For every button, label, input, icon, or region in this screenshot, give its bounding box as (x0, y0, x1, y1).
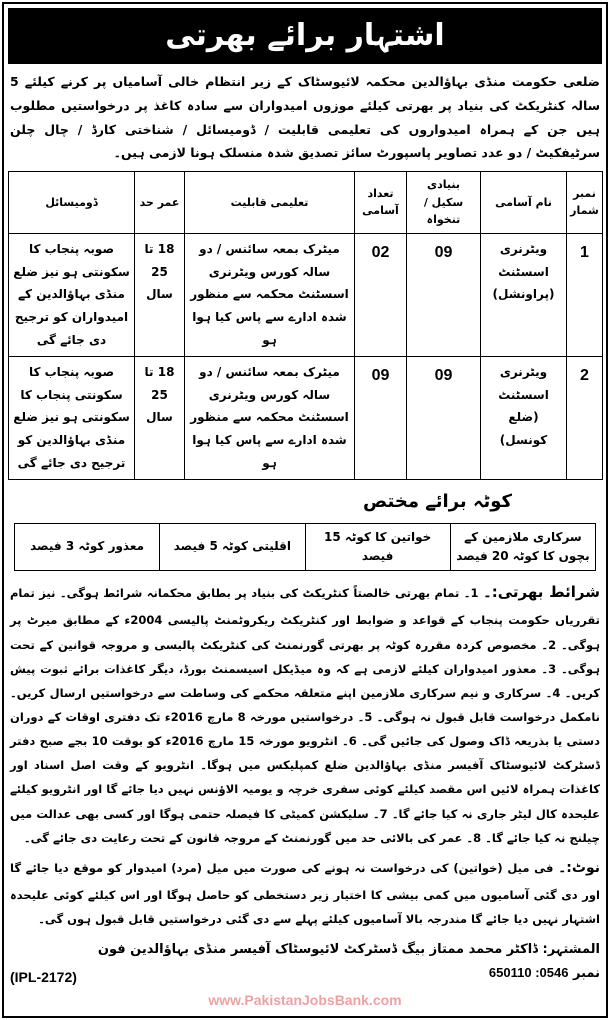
cell-count: 09 (355, 356, 407, 479)
quota-item: خواتین کا کوٹہ 15 فیصد (305, 523, 450, 570)
quota-item: معذور کوٹہ 3 فیصد (14, 523, 159, 570)
cell-scale: 09 (407, 356, 481, 479)
note-section (10, 854, 600, 932)
watermark: www.PakistanJobsBank.com (208, 992, 402, 1009)
cell-domicile: صوبہ پنجاب کا سکونتی پنجاب کا سکونتی ہو نیز ضلع منڈی بہاؤالدین کو ترجیح دی جائے گی (9, 356, 135, 479)
header-scale: بنیادی سکیل / تنخواہ (407, 172, 481, 234)
cell-age: 18 تا 25 سال (135, 233, 185, 356)
header-domicile: ڈومیسائل (9, 172, 135, 234)
cell-qualification: میٹرک بمعہ سائنس / دو سالہ کورس ویٹرنری اسسٹنٹ محکمہ سے منظور شدہ ادارے سے پاس کیا ہوا ہو (185, 356, 355, 479)
header-serial: نمبر شمار (567, 172, 603, 234)
table-row (9, 356, 603, 479)
cell-count: 02 (355, 233, 407, 356)
conditions-text: 1۔ تمام بھرتی خالصتاً کنٹریکٹ کی بنیاد پر بطابق محکمانہ شرائط ہوگی۔ نیز تمام تقرریاں حکومت پنجاب کے قواعد و ضوابط اور کنٹریکٹ ریکروٹمنٹ پالیسی 2004ء کے مطابق میرٹ پر ہوگی۔ 2۔ مخصوص کردہ مقررہ کوٹہ پر بھرتی گورنمنٹ کی کنٹریکٹ پالیسی و مروجہ قوانین کے تحت ہوگی۔ 3۔ معذور امیدواران کیلئے لازمی ہے کہ وہ میڈیکل اسیسمنٹ بورڈ، دیگر کاغذات برائے ثبوت پیش کریں۔ 4۔ سرکاری و نیم سرکاری ملازمین اپنے متعلقہ محکمے کی وساطت سے درخواستیں ارسال کریں۔ نامکمل درخواست قابل قبول نہ ہوگی۔ 5۔ درخواستیں مورخہ 8 مارچ 2016ء تک دفتری اوقات کے دوران دستی یا بذریعہ ڈاک وصول کی جائیں گی۔ 6۔ انٹرویو مورخہ 15 مارچ 2016ء کو بوقت 10 بجے صبح دفتر ڈسٹرکٹ لائیوسٹاک آفیسر منڈی بہاؤالدین ضلع کمپلیکس میں ہوگا۔ انٹرویو کے وقت اصل اسناد اور کاغذات ہمراہ لائیں اس مقصد کیلئے کوئی سفری خرچہ و یومیہ الاؤنس نہیں دیا جائے گا اور انٹرویو کیلئے علیحدہ کال لیٹر جاری نہ کیا جائے گا۔ 7۔ سلیکشن کمیٹی کا فیصلہ حتمی ہوگا اور کسی بھی عدالت میں چیلنج نہ کیا جائے گا۔ 8۔ عمر کی بالائی حد میں گورنمنٹ کے مروجہ قانون کے تحت رعایت دی جائے گی۔ (10, 585, 601, 845)
ipl-code: (IPL-2172) (10, 969, 77, 986)
cell-serial: 2 (567, 356, 603, 479)
advertiser-line (85, 938, 600, 986)
note-heading: نوٹ:۔ (558, 859, 600, 876)
quota-item: سرکاری ملازمین کے بچوں کا کوٹہ 20 فیصد (450, 523, 595, 570)
cell-post: ویٹرنری اسسٹنٹ (پراونشل) (481, 233, 567, 356)
ad-border (2, 2, 608, 1018)
intro-paragraph: ضلعی حکومت منڈی بہاؤالدین محکمہ لائیوسٹاک کے زیر انتظام خالی آسامیاں پر کرنے کیلئے 5 سالہ کنٹریکٹ کی بنیاد پر بھرتی کیلئے موزوں امیدواران سے سادہ کاغذ پر درخواستیں مطلوب ہیں جن کے ہمراہ امیدواروں کی تعلیمی قابلیت / ڈومیسائل / شناختی کارڈ / چال چلن سرٹیفکیٹ / دو عدد تصاویر پاسپورٹ سائز تصدیق شدہ منسلک ہونا لازمی ہیں۔ (10, 74, 600, 161)
conditions-heading: شرائط بھرتی:۔ (482, 582, 600, 601)
cell-post: ویٹرنری اسسٹنٹ (ضلع کونسل) (481, 356, 567, 479)
table-row (9, 233, 603, 356)
footer (10, 938, 600, 986)
cell-qualification: میٹرک بمعہ سائنس / دو سالہ کورس ویٹرنری اسسٹنٹ محکمہ سے منظور شدہ ادارے سے پاس کیا ہوا ہو (185, 233, 355, 356)
cell-scale: 09 (407, 233, 481, 356)
quota-table (14, 523, 596, 571)
table-header-row (9, 172, 603, 234)
advertiser-name: المشتہر: ڈاکٹر محمد ممتاز بیگ ڈسٹرکٹ لائیوسٹاک آفیسر منڈی بہاؤالدین فون نمبر (97, 941, 600, 981)
cell-serial: 1 (567, 233, 603, 356)
ad-title: اشتہار برائے بھرتی (8, 8, 602, 64)
phone-number: 0546: 650110 (488, 964, 569, 980)
cell-domicile: صوبہ پنجاب کا سکونتی ہو نیز ضلع منڈی بہاؤالدین کے امیدواران کو ترجیح دی جائے گی (9, 233, 135, 356)
header-post: نام آسامی (481, 172, 567, 234)
quota-item: اقلیتی کوٹہ 5 فیصد (160, 523, 305, 570)
note-text: فی میل (خواتین) کی درخواست نہ ہونے کی صورت میں میل (مرد) امیدوار کو موقع دیا جائے گا اور دی گئی آسامیوں میں کمی بیشی کا اختیار زیر دستخطی کو حاصل ہوگا اور اس کیلئے کوئی علیحدہ اشتہار نہیں دیا جائے گا مندرجہ بالا آسامیوں کیلئے پہلے سے دی گئی درخواستیں قابل قبول ہوں گی۔ (10, 860, 600, 927)
quota-heading: کوٹہ برائے مختص (362, 490, 512, 512)
header-count: تعداد آسامی (355, 172, 407, 234)
header-qualification: تعلیمی قابلیت (185, 172, 355, 234)
jobs-table (8, 171, 603, 480)
header-age: عمر حد (135, 172, 185, 234)
conditions-section (10, 577, 600, 850)
cell-age: 18 تا 25 سال (135, 356, 185, 479)
